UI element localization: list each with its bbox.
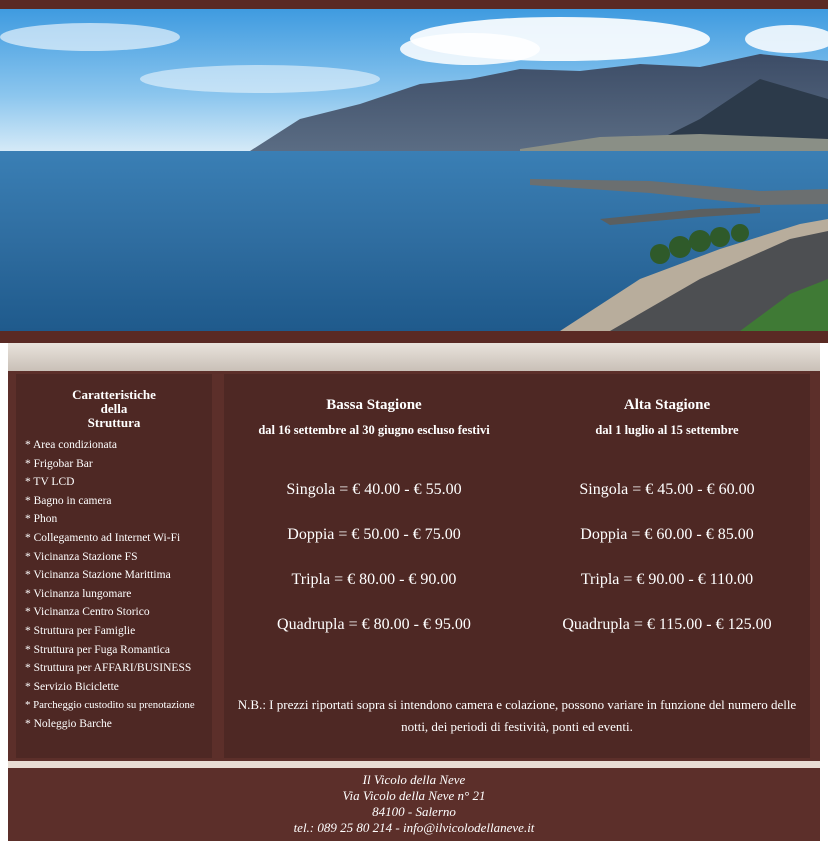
low-season-title: Bassa Stagione xyxy=(326,397,422,413)
high-price-quadruple: Quadrupla = € 115.00 - € 125.00 xyxy=(562,616,772,633)
banner-bottom-strip xyxy=(0,331,828,343)
features-title-line: Struttura xyxy=(87,415,141,430)
feature-item: * Phon xyxy=(25,513,58,526)
feature-item: * Area condizionata xyxy=(25,439,117,451)
feature-item: * Struttura per Fuga Romantica xyxy=(25,643,170,656)
prices-panel xyxy=(224,374,810,758)
footer-contact[interactable]: tel.: 089 25 80 214 - info@ilvicolodellaneve.it xyxy=(293,820,535,835)
low-price-double: Doppia = € 50.00 - € 75.00 xyxy=(287,526,461,543)
low-season-header xyxy=(224,396,524,438)
low-price-triple: Tripla = € 80.00 - € 90.00 xyxy=(291,571,457,588)
feature-item: * Vicinanza Stazione Marittima xyxy=(25,569,171,582)
top-strip xyxy=(0,0,828,9)
feature-item: * Vicinanza Centro Storico xyxy=(25,606,150,619)
high-price-single: Singola = € 45.00 - € 60.00 xyxy=(579,481,755,498)
feature-item: * Collegamento ad Internet Wi-Fi xyxy=(25,531,181,544)
feature-item: * Parcheggio custodito su prenotazione xyxy=(25,699,195,712)
footer xyxy=(8,768,820,841)
feature-item: * Noleggio Barche xyxy=(25,717,112,730)
gray-header-bar xyxy=(8,343,820,371)
low-price-single: Singola = € 40.00 - € 55.00 xyxy=(286,481,462,498)
footer-name: Il Vicolo della Neve xyxy=(362,772,466,787)
low-season-dates: dal 16 settembre al 30 giugno escluso festivi xyxy=(258,423,490,437)
feature-item: * Bagno in camera xyxy=(25,494,112,507)
feature-item: * Servizio Biciclette xyxy=(25,680,119,693)
features-title-line: Caratteristiche xyxy=(72,387,156,402)
features-title-line: della xyxy=(100,401,128,416)
coast-banner-image xyxy=(0,9,828,331)
feature-item: * Struttura per Famiglie xyxy=(25,624,136,637)
features-sidebar xyxy=(16,374,212,758)
high-price-double: Doppia = € 60.00 - € 85.00 xyxy=(580,526,754,543)
footer-address: Via Vicolo della Neve n° 21 xyxy=(342,788,486,803)
low-price-quadruple: Quadrupla = € 80.00 - € 95.00 xyxy=(277,616,471,633)
feature-item: * Frigobar Bar xyxy=(25,457,93,470)
footer-city: 84100 - Salerno xyxy=(372,804,456,819)
features-list xyxy=(25,436,212,734)
high-season-dates: dal 1 luglio al 15 settembre xyxy=(595,423,739,437)
high-price-triple: Tripla = € 90.00 - € 110.00 xyxy=(580,571,754,588)
feature-item: * Vicinanza Stazione FS xyxy=(25,550,138,563)
high-season-title: Alta Stagione xyxy=(623,397,711,413)
features-title xyxy=(16,388,212,430)
price-note: N.B.: I prezzi riportati sopra si intendono camera e colazione, possono variare in funzione del numero delle notti, dei periodi di festività, ponti ed eventi. xyxy=(237,697,797,734)
feature-item: * TV LCD xyxy=(25,476,75,489)
footer-divider xyxy=(8,761,820,768)
high-season-header xyxy=(524,396,810,438)
feature-item: * Struttura per AFFARI/BUSINESS xyxy=(25,662,192,675)
feature-item: * Vicinanza lungomare xyxy=(25,587,132,600)
